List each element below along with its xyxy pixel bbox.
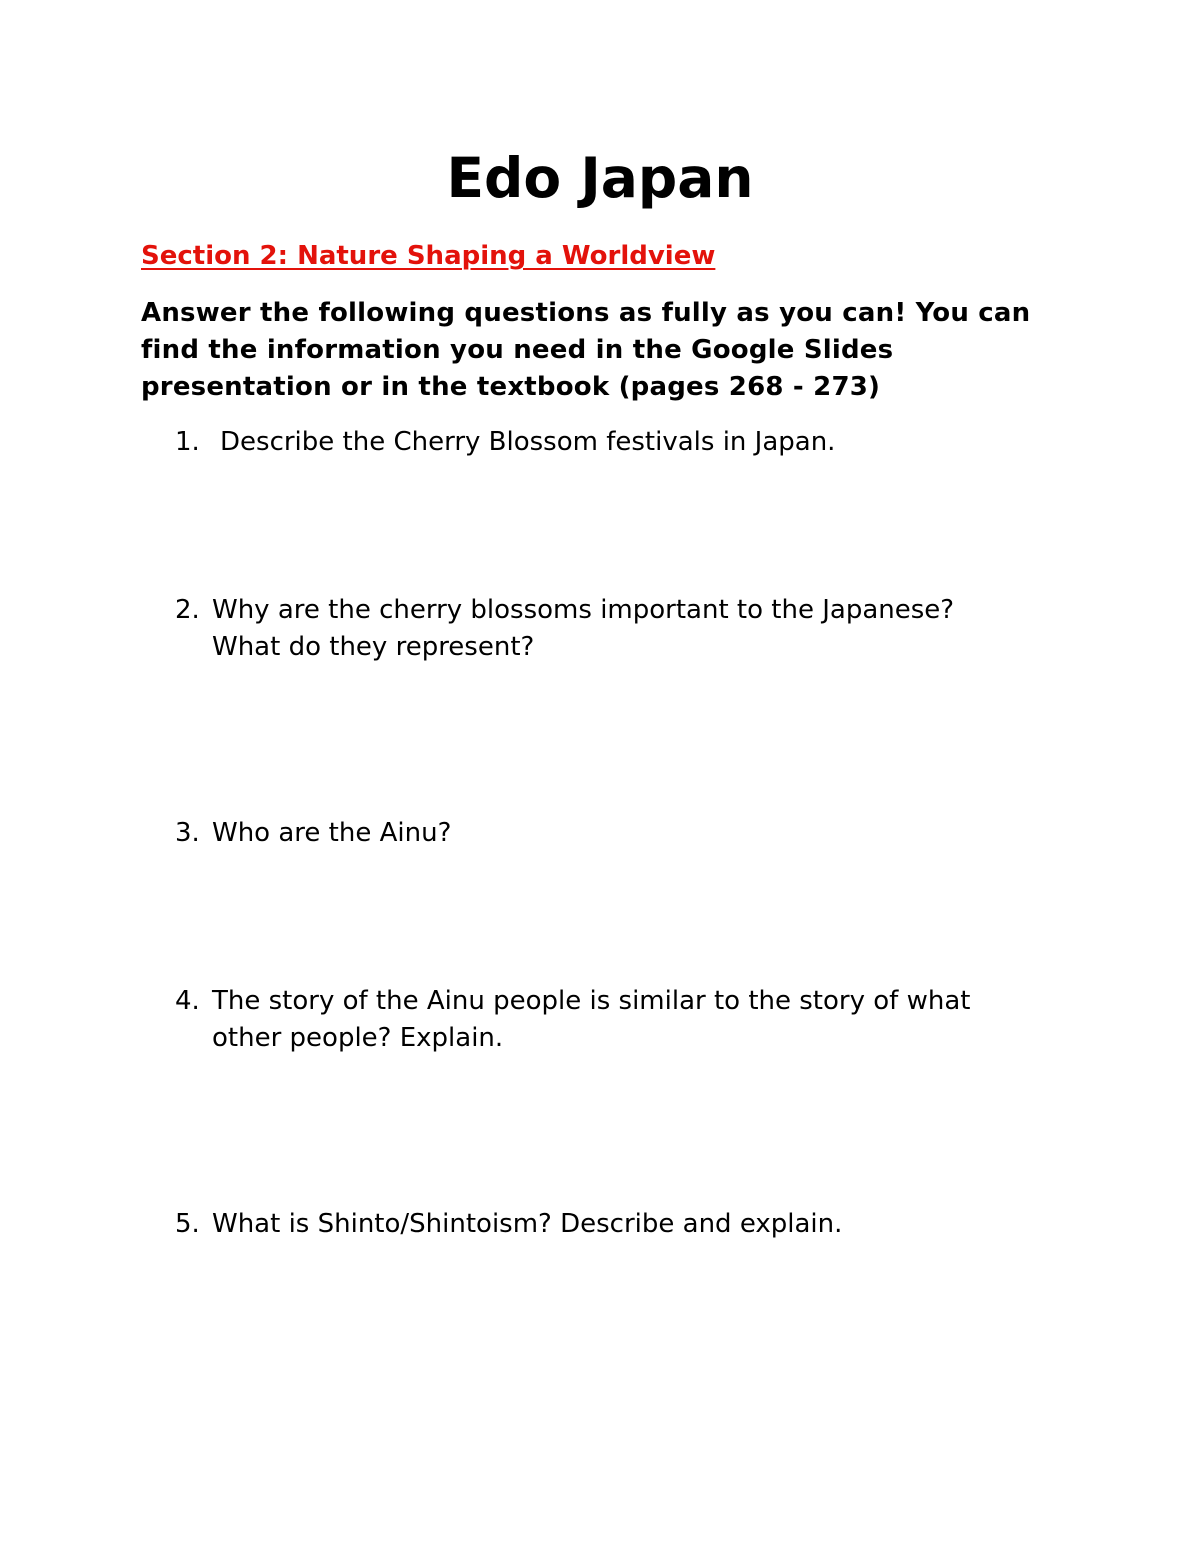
- question-text: The story of the Ainu people is similar to the story of what other people? Explain.: [212, 986, 971, 1053]
- question-text: Who are the Ainu?: [212, 818, 452, 848]
- question-number: 3.: [175, 818, 200, 848]
- question-1: [175, 424, 1055, 461]
- question-2: [175, 592, 1055, 666]
- question-text: What is Shinto/Shintoism? Describe and explain.: [212, 1209, 843, 1239]
- question-number: 1.: [175, 427, 200, 457]
- question-number: 5.: [175, 1209, 200, 1239]
- question-5: [175, 1206, 1055, 1243]
- question-3: [175, 815, 1055, 852]
- question-text: Why are the cherry blossoms important to the Japanese? What do they represent?: [212, 595, 955, 662]
- instructions-paragraph: Answer the following questions as fully as you can! You can find the information you need in the Google Slides presentation or in the textbook (pages 268 - 273): [141, 298, 1031, 402]
- section-heading: Section 2: Nature Shaping a Worldview: [141, 241, 716, 271]
- question-text: Describe the Cherry Blossom festivals in Japan.: [220, 427, 836, 457]
- question-number: 4.: [175, 986, 200, 1016]
- question-number: 2.: [175, 595, 200, 625]
- page-title: Edo Japan: [446, 146, 754, 210]
- question-4: [175, 983, 1055, 1057]
